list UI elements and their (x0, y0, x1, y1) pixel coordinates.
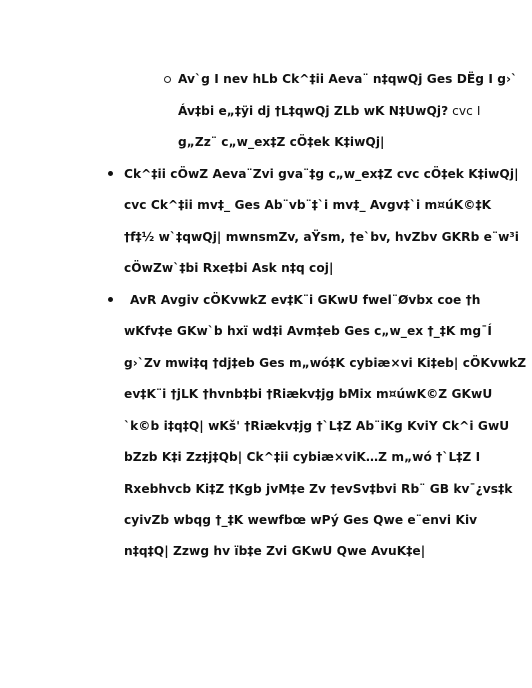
bullet2-line-8: cyivZb wbqg †_‡K wewfbœ wPý Ges Qwe e¨envi Kiv (124, 513, 478, 527)
filled-disc-bullet-icon (108, 171, 113, 176)
filled-disc-bullet-icon (108, 297, 113, 302)
bullet1-line-1: Ck^‡ii cÖwZ Aeva¨Zvi gva¨‡g c„w_ex‡Z cvc cÖ‡ek K‡iwQj| (124, 167, 519, 181)
hollow-circle-bullet-icon (164, 76, 171, 83)
bullet1-line-3: †f‡½ w`‡qwQj| mwnsmZv, aŸsm, †e`bv, hvZbv GKRb e¨w³i (124, 230, 520, 244)
bullet1-line-4: cÖwZw`‡bi Rxe‡bi Ask n‡q coj| (124, 261, 334, 275)
bullet2-line-6: bZzb K‡i Zz‡j‡Qb| Ck^‡ii cybiæ×viK…Z m„wó †`L‡Z I (124, 450, 481, 464)
sub-bullet-line-1: Av`g I nev hLb Ck^‡ii Aeva¨ n‡qwQj Ges DËg I g›` (178, 72, 518, 86)
sub-bullet-line-2-bold: Áv‡bi e„‡ÿi dj †L‡qwQj ZLb wK N‡UwQj? (178, 104, 449, 118)
bullet2-line-4: ev‡K¨i †jLK †hvnb‡bi †Riækv‡jg bMix m¤úwK©Z GKwU (124, 387, 493, 401)
bullet1-line-2: cvc Ck^‡ii mv‡_ Ges Ab¨vb¨‡`i mv‡_ Avgv‡`i m¤úK©‡K (124, 198, 492, 212)
bullet2-line-7: Rxebhvcb Ki‡Z †Kgb jvM‡e Zv †evSv‡bvi Rb¨ GB kv¯¿vs‡k (124, 482, 513, 496)
sub-bullet-line-2-normal: cvc I (448, 104, 481, 118)
bullet2-line-2: wKfv‡e GKw`b hxï wd‡i Avm‡eb Ges c„w_ex †_‡K mg¯Í (124, 324, 492, 338)
bullet2-line-1: AvR Avgiv cÖKvwkZ ev‡K¨i GKwU fwel¨Øvbx coe †h (130, 293, 481, 307)
sub-bullet-line-3: g„Zz¨ c„w_ex‡Z cÖ‡ek K‡iwQj| (178, 135, 385, 149)
bullet2-line-9: n‡q‡Q| Zzwg hv ïb‡e Zvi GKwU Qwe AvuK‡e| (124, 544, 426, 558)
sub-bullet-line-2 (178, 103, 480, 119)
bullet2-line-5: `k©b i‡q‡Q| wKš' †Riækv‡jg †`L‡Z Ab¨iKg KviY Ck^i GwU (124, 419, 510, 433)
bullet2-line-3: g›`Zv mwi‡q †dj‡eb Ges m„wó‡K cybiæ×vi Ki‡eb| cÖKvwkZ (124, 356, 527, 370)
